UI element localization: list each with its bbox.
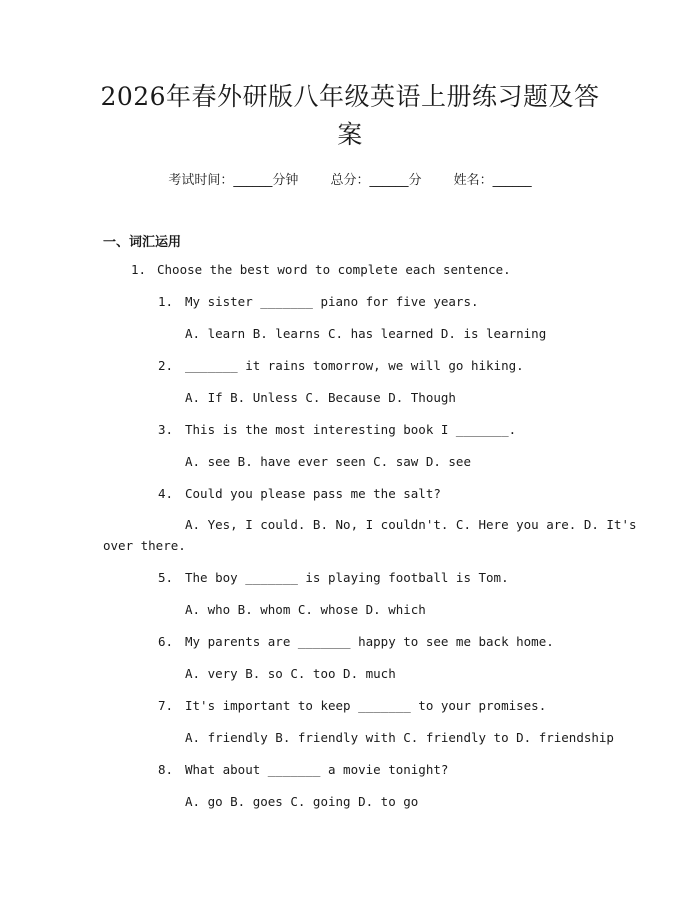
question-options: A. very B. so C. too D. much [185,666,396,681]
question-stem: The boy _______ is playing football is Tom. [185,570,509,585]
question-options: A. see B. have ever seen C. saw D. see [185,454,471,469]
question-stem: _______ it rains tomorrow, we will go hiking. [185,358,524,373]
question-stem: What about _______ a movie tonight? [185,762,449,777]
question-options: A. friendly B. friendly with C. friendly to D. friendship [185,730,614,745]
question-options: A. learn B. learns C. has learned D. is learning [185,326,547,341]
question-options: A. who B. whom C. whose D. which [185,602,426,617]
total-score-label: 总分：______分 [330,173,422,188]
instruction-text: Choose the best word to complete each sentence. [157,262,511,277]
instruction-number: 1. [131,262,147,277]
question-options: A. Yes, I could. B. No, I couldn't. C. Here you are. D. It's [185,517,637,532]
exam-time-label: 考试时间：______分钟 [168,173,299,188]
question-stem: My sister _______ piano for five years. [185,294,479,309]
question-options-continued: over there. [103,538,186,553]
question-number: 4. [158,486,174,501]
question-stem: My parents are _______ happy to see me back home. [185,634,554,649]
question-options: A. If B. Unless C. Because D. Though [185,390,456,405]
name-label: 姓名：______ [453,173,532,188]
page-title: 2026年春外研版八年级英语上册练习题及答案 [100,82,600,149]
question-number: 6. [158,634,174,649]
question-stem: It's important to keep _______ to your promises. [185,698,547,713]
question-stem: Could you please pass me the salt? [185,486,441,501]
question-options: A. go B. goes C. going D. to go [185,794,419,809]
question-number: 8. [158,762,174,777]
question-number: 5. [158,570,174,585]
section-heading: 一、词汇运用 [103,235,182,250]
exam-meta [0,169,700,188]
question-number: 7. [158,698,174,713]
question-number: 2. [158,358,174,373]
question-number: 3. [158,422,174,437]
question-stem: This is the most interesting book I _______. [185,422,517,437]
question-number: 1. [158,294,174,309]
